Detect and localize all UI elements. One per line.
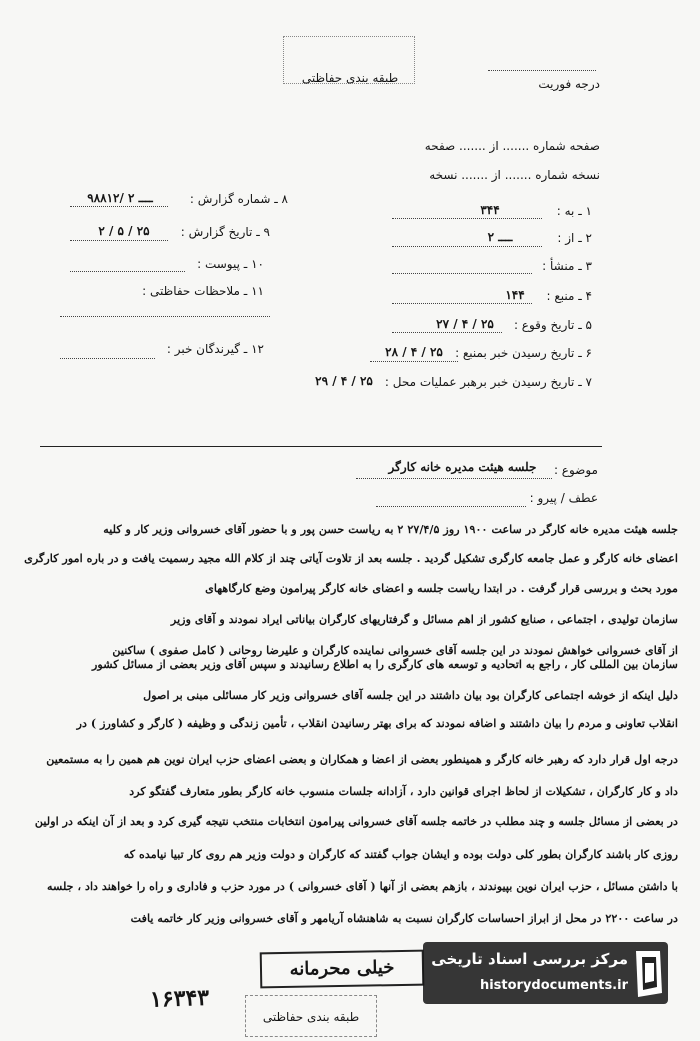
body-line-3: مورد بحث و بررسی قرار گرفت . در ابتدا ریاست جلسه و اعضای خانه کارگر پیرامون وضع کارگاههای (205, 581, 678, 595)
classification-label: طبقه بندی حفاظتی (301, 71, 399, 85)
page-number-row: صفحه شماره ....... از ....... صفحه (424, 139, 600, 153)
origin-label: ۳ ـ منشأ : (542, 259, 592, 273)
source-label: ۴ ـ منبع : (546, 289, 592, 303)
body-line-6: سازمان بین المللی کار ، راجع به اتحادیه و توسعه های کارگری را به اطلاع رسانیدند و سپس آقای وزیر بعضی از مسائل کشور (92, 657, 678, 671)
watermark-url: historydocuments.ir (479, 978, 628, 993)
body-line-11: در بعضی از مسائل جلسه و چند مطلب در خاتمه جلسه آقای خسروانی پیرامون انتخابات منتخب نتیجه گیری کرد و بعد از آن اینکه در اولین (34, 814, 678, 828)
source-line (392, 303, 532, 304)
attachment-line (70, 271, 185, 272)
subject-line (356, 478, 552, 479)
body-line-7: دلیل اینکه از خوشه اجتماعی کارگران بود بیان داشتند در این جلسه آقای خسروانی وزیر کار مسائلی مبنی بر اصول (143, 688, 678, 702)
confidential-stamp (260, 950, 425, 989)
occurrence-date-line (392, 332, 502, 333)
body-line-10: داد و کار کارگران ، تشکیلات از لحاظ اجرای قوانین دارد ، آزادانه جلسات منسوب خانه کارگر بطور متعارف گفتگو کرد (129, 784, 678, 798)
source-receipt-date-value: ۲۸ / ۴ / ۲۵ (385, 345, 443, 359)
body-line-9: درجه اول قرار دارد که رهبر خانه کارگر و همینطور بعضی از اعضا و همکاران و بعضی اعضای حزب ایران نوین هم همین را به مستمعین (46, 752, 678, 766)
watermark-name: مرکز بررسی اسناد تاریخی (431, 950, 628, 968)
from-line (392, 246, 542, 247)
body-line-4: سازمان تولیدی ، اجتماعی ، صنایع کشور از اهم مسائل و گرفتاریهای کارگران بیاناتی ایراد نمودند و آقای وزیر (170, 612, 678, 626)
body-line-8: انقلاب تعاونی و مردم را بیان داشتند و اضافه نمودند که برای بهتر رسانیدن انقلاب ، تأمین زندگی و وظیفه ( کارگر و کشاورز ) در (76, 716, 678, 730)
attachment-label: ۱۰ ـ پیوست : (197, 257, 264, 271)
subject-label: موضوع : (553, 463, 598, 477)
header-separator (40, 446, 602, 447)
archive-logo-icon (632, 947, 666, 1001)
body-line-14: در ساعت ۲۲۰۰ در محل از ابراز احساسات کارگران نسبت به شاهنشاه آریامهر و آقای خسروانی وزیر کار خاتمه یافت (130, 911, 678, 925)
subject-value: جلسه هیئت مدیره خانه کارگر (388, 460, 537, 474)
origin-line (392, 273, 532, 274)
source-receipt-date-line (370, 361, 458, 362)
to-line (392, 218, 542, 219)
leader-receipt-date-value: ۲۹ / ۴ / ۲۵ (315, 374, 373, 388)
report-date-label: ۹ ـ تاریخ گزارش : (180, 225, 270, 239)
handwritten-number: ۱۶۳۴۳ (149, 984, 210, 1013)
security-notes-label: ۱۱ ـ ملاحظات حفاظتی : (142, 284, 264, 298)
footer-stamp-box (245, 995, 377, 1037)
reference-label: عطف / پیرو : (529, 491, 598, 505)
to-label: ۱ ـ به : (556, 204, 592, 218)
from-value: ۲ ــــ (487, 230, 513, 244)
occurrence-date-value: ۲۷ / ۴ / ۲۵ (436, 317, 494, 331)
to-value: ۳۴۴ (480, 203, 500, 217)
report-number-value: ۹۸۸۱۲/ ۲ ــــ (87, 191, 153, 205)
occurrence-date-label: ۵ ـ تاریخ وقوع : (513, 318, 592, 332)
security-notes-line (60, 316, 270, 317)
copy-number-row: نسخه شماره ....... از ....... نسخه (429, 168, 600, 182)
reference-line (376, 506, 526, 507)
body-line-1: جلسه هیئت مدیره خانه کارگر در ساعت ۱۹۰۰ روز ۲۷/۴/۵ ۲ به ریاست حسن پور و با حضور آقای خسروانی وزیر کار و کلیه (103, 522, 678, 536)
body-line-5: از آقای خسروانی خواهش نمودند در این جلسه آقای خسروانی نماینده کارگران و علیرضا روحانی ( کامل صفوی ) ساکنین (112, 643, 678, 657)
recipients-label: ۱۲ ـ گیرندگان خبر : (166, 342, 264, 356)
body-line-13: با داشتن مسائل ، حزب ایران نوین بپیوندند ، بازهم بعضی از آنها ( آقای خسروانی ) در مورد حزب و فاداری و راه را خواهند داد ، جلسه (46, 879, 678, 893)
report-date-value: ۲ / ۵ / ۲۵ (98, 224, 150, 238)
source-value: ۱۴۴ (505, 288, 525, 302)
footer-classification-label: طبقه بندی حفاظتی (262, 1010, 360, 1024)
from-label: ۲ ـ از : (557, 231, 592, 245)
report-date-line (70, 240, 168, 241)
body-line-2: اعضای خانه کارگر و عمل جامعه کارگری تشکیل گردید . جلسه بعد از تلاوت آیاتی چند از کلام الله مجید رسمیت یافت و در باره امور کارگری (24, 551, 678, 565)
source-receipt-date-label: ۶ ـ تاریخ رسیدن خبر بمنبع : (455, 346, 592, 360)
recipients-line (60, 358, 155, 359)
leader-receipt-date-label: ۷ ـ تاریخ رسیدن خبر برهبر عملیات محل : (384, 375, 592, 389)
report-number-line (70, 206, 168, 207)
urgency-label: درجه فوریت (538, 77, 600, 91)
body-line-12: روزی کار باشند کارگران بطور کلی دولت بوده و ایشان جواب گفتند که کارگران و دولت وزیر هم روی کار تبیا نیامده که (123, 847, 678, 861)
urgency-line (488, 70, 596, 71)
report-number-label: ۸ ـ شماره گزارش : (189, 192, 288, 206)
confidential-stamp-text: خیلی محرمانه (289, 957, 395, 980)
